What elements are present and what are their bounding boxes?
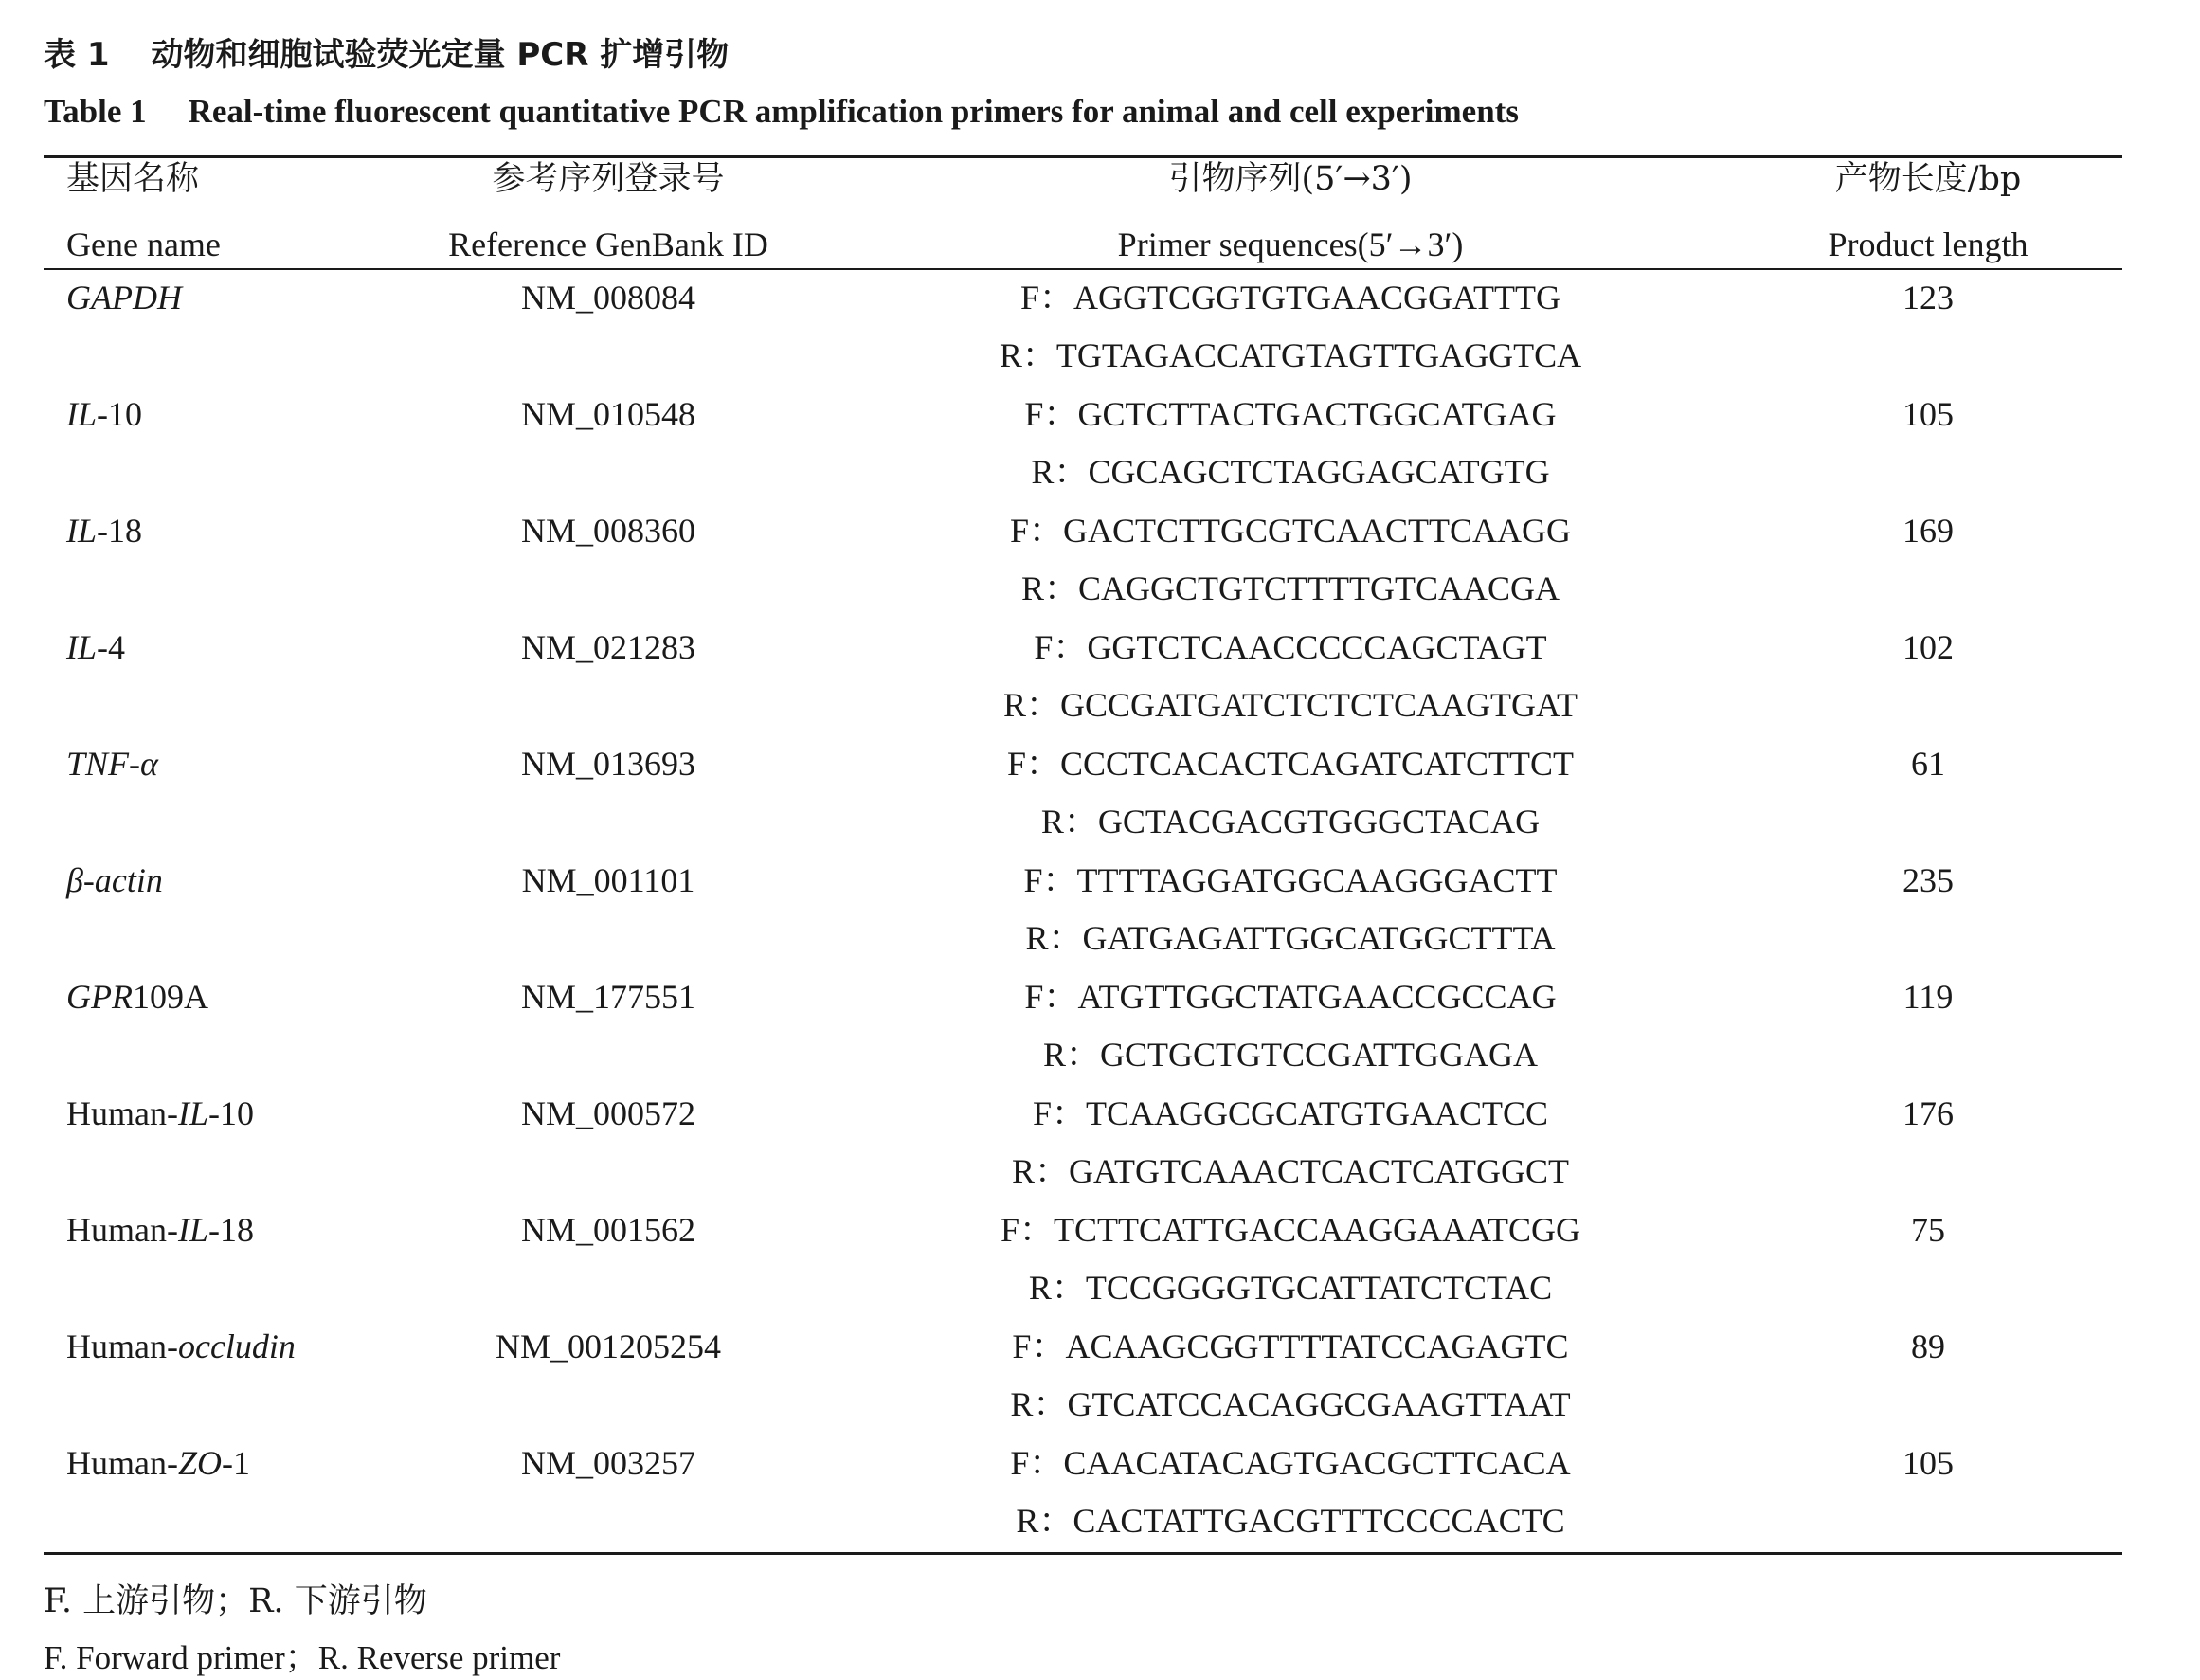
product-length-cell: 235 <box>1902 861 1954 899</box>
product-length-cell: 176 <box>1902 1094 1954 1132</box>
header-length-en: Product length <box>1828 226 2029 263</box>
product-length-cell: 61 <box>1911 745 1945 783</box>
reverse-primer-cell: R：GCTGCTGTCCGATTGGAGA <box>1043 1036 1538 1074</box>
table-number-zh: 表 1 <box>44 36 110 74</box>
gene-suffix: -18 <box>97 512 143 550</box>
header-rule <box>44 268 2122 270</box>
gene-symbol: TNF-α <box>66 745 158 783</box>
reverse-primer-cell: R：GCCGATGATCTCTCTCAAGTGAT <box>1002 686 1578 724</box>
gene-symbol: ZO <box>177 1444 222 1482</box>
gene-symbol: occludin <box>177 1328 296 1365</box>
gene-name-cell <box>66 514 142 548</box>
genbank-id-cell: NM_008360 <box>520 512 696 550</box>
gene-name-cell <box>66 747 158 781</box>
table-caption-en <box>44 93 1519 131</box>
forward-primer-cell: F：TCTTCATTGACCAAGGAAATCGG <box>1000 1211 1581 1249</box>
gene-name-cell <box>66 863 163 897</box>
gene-symbol: IL <box>66 628 98 666</box>
genbank-id-cell: NM_000572 <box>520 1094 696 1132</box>
genbank-id-cell: NM_177551 <box>520 978 696 1016</box>
reverse-primer-cell: R：CGCAGCTCTAGGAGCATGTG <box>1031 453 1550 491</box>
forward-primer-cell: F：GCTCTTACTGACTGGCATGAG <box>1024 395 1557 433</box>
forward-primer-cell: F：ACAAGCGGTTTTATCCAGAGTC <box>1012 1328 1569 1365</box>
genbank-id-cell: NM_008084 <box>520 279 696 316</box>
product-length-cell: 123 <box>1902 279 1954 316</box>
gene-name-cell <box>66 980 208 1014</box>
product-length-cell: 89 <box>1911 1328 1945 1365</box>
forward-primer-cell: F：GACTCTTGCGTCAACTTCAAGG <box>1009 512 1572 550</box>
forward-primer-cell: F：TCAAGGCGCATGTGAACTCC <box>1032 1094 1549 1132</box>
reverse-primer-cell: R：GATGAGATTGGCATGGCTTTA <box>1025 919 1556 957</box>
gene-suffix: 109A <box>132 978 208 1016</box>
gene-symbol: β-actin <box>66 861 163 899</box>
table-title-zh: 动物和细胞试验荧光定量 PCR 扩增引物 <box>151 36 730 74</box>
gene-prefix: Human- <box>66 1211 178 1249</box>
gene-symbol: IL <box>66 395 98 433</box>
genbank-id-cell: NM_021283 <box>520 628 696 666</box>
header-length-zh: 产物长度/bp <box>1834 160 2022 198</box>
gene-name-cell <box>66 1329 296 1364</box>
gene-symbol: IL <box>66 512 98 550</box>
forward-primer-cell: F：TTTTAGGATGGCAAGGGACTT <box>1023 861 1558 899</box>
reverse-primer-cell: R：TGTAGACCATGTAGTTGAGGTCA <box>999 336 1582 374</box>
header-gene-zh: 基因名称 <box>66 160 200 198</box>
header-primer-zh: 引物序列(5′→3′) <box>1168 160 1413 198</box>
genbank-id-cell: NM_013693 <box>520 745 696 783</box>
reverse-primer-cell: R：GTCATCCACAGGCGAAGTTAAT <box>1010 1385 1571 1423</box>
gene-symbol: GPR <box>66 978 133 1016</box>
header-primer-en: Primer sequences(5′→3′) <box>1117 226 1464 263</box>
gene-prefix: Human- <box>66 1444 178 1482</box>
product-length-cell: 75 <box>1911 1211 1945 1249</box>
reverse-primer-cell: R：CACTATTGACGTTTCCCCACTC <box>1016 1502 1565 1540</box>
table-number-en: Table 1 <box>44 93 147 130</box>
gene-suffix: -18 <box>207 1211 254 1249</box>
genbank-id-cell: NM_010548 <box>520 395 696 433</box>
forward-primer-cell: F：CAACATACAGTGACGCTTCACA <box>1010 1444 1571 1482</box>
gene-name-cell <box>66 280 182 315</box>
genbank-id-cell: NM_001562 <box>520 1211 696 1249</box>
gene-name-cell <box>66 397 142 431</box>
product-length-cell: 119 <box>1902 978 1954 1016</box>
reverse-primer-cell: R：GATGTCAAACTCACTCATGGCT <box>1011 1152 1570 1190</box>
gene-symbol: GAPDH <box>66 279 182 316</box>
bottom-rule <box>44 1552 2122 1555</box>
reverse-primer-cell: R：GCTACGACGTGGGCTACAG <box>1040 803 1541 840</box>
header-id-zh: 参考序列登录号 <box>492 160 725 198</box>
forward-primer-cell: F：ATGTTGGCTATGAACCGCCAG <box>1024 978 1557 1016</box>
gene-symbol: IL <box>177 1211 208 1249</box>
product-length-cell: 105 <box>1902 1444 1954 1482</box>
gene-symbol: IL <box>177 1094 208 1132</box>
reverse-primer-cell: R：CAGGCTGTCTTTTGTCAACGA <box>1021 569 1560 607</box>
gene-suffix: -4 <box>97 628 126 666</box>
header-gene-en: Gene name <box>66 226 221 263</box>
top-rule <box>44 155 2122 158</box>
footnote-zh: F. 上游引物；R. 下游引物 <box>44 1582 427 1620</box>
table-caption-zh <box>44 28 729 75</box>
header-id-en: Reference GenBank ID <box>448 226 768 263</box>
forward-primer-cell: F：GGTCTCAACCCCCAGCTAGT <box>1034 628 1547 666</box>
gene-prefix: Human- <box>66 1328 178 1365</box>
product-length-cell: 102 <box>1902 628 1954 666</box>
genbank-id-cell: NM_003257 <box>520 1444 696 1482</box>
reverse-primer-cell: R：TCCGGGGTGCATTATCTCTAC <box>1028 1269 1553 1307</box>
genbank-id-cell: NM_001101 <box>521 861 695 899</box>
gene-prefix: Human- <box>66 1094 178 1132</box>
footnote-en: F. Forward primer；R. Reverse primer <box>44 1639 561 1676</box>
product-length-cell: 169 <box>1902 512 1954 550</box>
gene-name-cell <box>66 1446 250 1480</box>
genbank-id-cell: NM_001205254 <box>495 1328 722 1365</box>
gene-suffix: -1 <box>222 1444 250 1482</box>
gene-name-cell <box>66 1213 254 1247</box>
product-length-cell: 105 <box>1902 395 1954 433</box>
gene-name-cell <box>66 1096 254 1130</box>
forward-primer-cell: F：CCCTCACACTCAGATCATCTTCT <box>1006 745 1575 783</box>
gene-suffix: -10 <box>97 395 143 433</box>
table-title-en: Real-time fluorescent quantitative PCR amplification primers for animal and cell experiments <box>188 93 1519 130</box>
gene-suffix: -10 <box>207 1094 254 1132</box>
forward-primer-cell: F：AGGTCGGTGTGAACGGATTTG <box>1020 279 1560 316</box>
gene-name-cell <box>66 630 125 664</box>
